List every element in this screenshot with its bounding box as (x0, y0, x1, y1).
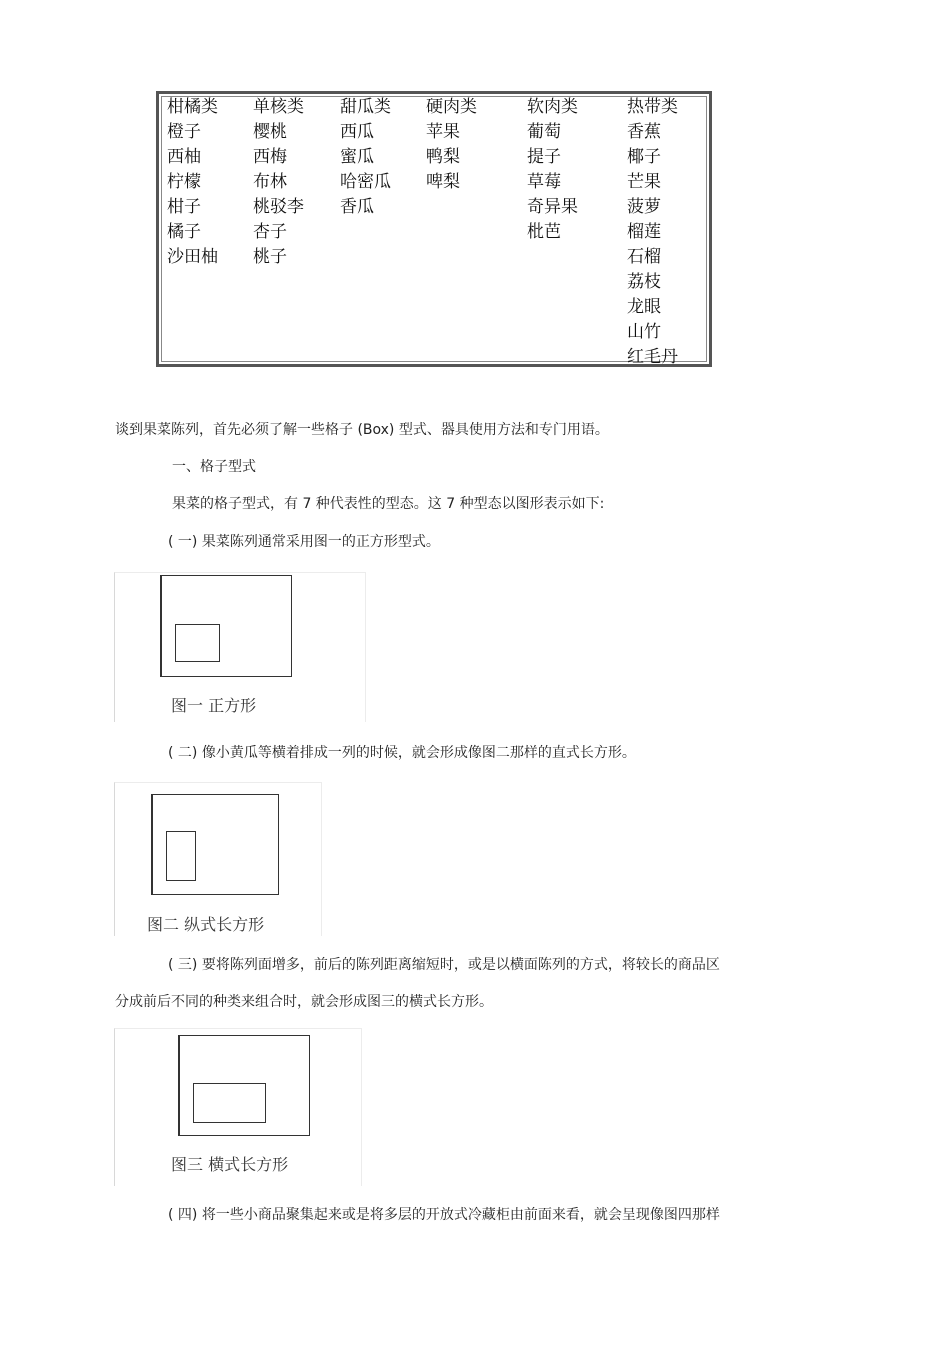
table-cell: 榴莲 (627, 222, 661, 242)
table-cell: 啤梨 (426, 172, 460, 192)
table-column-hard-flesh (426, 95, 477, 195)
table-cell: 橙子 (167, 122, 201, 142)
table-cell: 山竹 (627, 322, 661, 342)
table-cell: 柑子 (167, 197, 201, 217)
figure-3-caption: 图三 横式长方形 (171, 1155, 289, 1174)
column-header: 软肉类 (527, 97, 578, 117)
table-cell: 枇芭 (527, 222, 561, 242)
table-column-melon (340, 95, 391, 220)
item-3-paragraph-line-2: 分成前后不同的种类来组合时，就会形成图三的横式长方形。 (115, 994, 493, 1010)
table-cell: 香瓜 (340, 197, 374, 217)
section-heading: 一、格子型式 (172, 459, 256, 475)
table-cell: 芒果 (627, 172, 661, 192)
table-cell: 鸭梨 (426, 147, 460, 167)
inner-horizontal-rectangle-shape (193, 1083, 266, 1123)
table-cell: 哈密瓜 (340, 172, 391, 192)
table-cell: 西瓜 (340, 122, 374, 142)
intro-paragraph: 谈到果菜陈列，首先必须了解一些格子 (Box) 型式、器具使用方法和专门用语。 (115, 422, 609, 438)
table-column-stone-fruit (253, 95, 304, 270)
figure-2-vertical-rectangle (114, 782, 322, 936)
item-2-paragraph: ( 二) 像小黄瓜等横着排成一列的时候，就会形成像图二那样的直式长方形。 (168, 745, 636, 761)
figure-2-caption: 图二 纵式长方形 (147, 915, 265, 934)
table-cell: 桃子 (253, 247, 287, 267)
table-cell: 菠萝 (627, 197, 661, 217)
column-header: 柑橘类 (167, 97, 218, 117)
table-cell: 桃驳李 (253, 197, 304, 217)
table-cell: 红毛丹 (627, 347, 678, 367)
table-cell: 苹果 (426, 122, 460, 142)
table-cell: 布林 (253, 172, 287, 192)
table-cell: 沙田柚 (167, 247, 218, 267)
table-column-soft-flesh (527, 95, 578, 245)
inner-square-shape (175, 624, 220, 662)
item-1-paragraph: ( 一) 果菜陈列通常采用图一的正方形型式。 (168, 534, 440, 550)
fruit-category-table (156, 91, 712, 367)
table-column-citrus (167, 95, 218, 270)
inner-vertical-rectangle-shape (166, 831, 196, 881)
table-cell: 西柚 (167, 147, 201, 167)
table-cell: 香蕉 (627, 122, 661, 142)
figure-1-square (114, 572, 366, 722)
table-column-tropical (627, 95, 678, 370)
table-cell: 荔枝 (627, 272, 661, 292)
table-cell: 龙眼 (627, 297, 661, 317)
table-cell: 奇异果 (527, 197, 578, 217)
table-cell: 柠檬 (167, 172, 201, 192)
table-cell: 草莓 (527, 172, 561, 192)
forms-summary-paragraph: 果菜的格子型式，有 7 种代表性的型态。这 7 种型态以图形表示如下: (172, 496, 605, 512)
table-cell: 橘子 (167, 222, 201, 242)
table-cell: 葡萄 (527, 122, 561, 142)
item-4-paragraph: ( 四) 将一些小商品聚集起来或是将多层的开放式冷藏柜由前面来看，就会呈现像图四那样 (168, 1207, 720, 1223)
figure-1-caption: 图一 正方形 (171, 696, 257, 715)
table-cell: 杏子 (253, 222, 287, 242)
table-cell: 樱桃 (253, 122, 287, 142)
column-header: 热带类 (627, 97, 678, 117)
item-3-paragraph-line-1: ( 三) 要将陈列面增多，前后的陈列距离缩短时，或是以横面陈列的方式，将较长的商品区 (168, 957, 720, 973)
table-cell: 西梅 (253, 147, 287, 167)
table-cell: 提子 (527, 147, 561, 167)
figure-3-horizontal-rectangle (114, 1028, 362, 1186)
column-header: 硬肉类 (426, 97, 477, 117)
table-cell: 石榴 (627, 247, 661, 267)
table-cell: 蜜瓜 (340, 147, 374, 167)
column-header: 单核类 (253, 97, 304, 117)
column-header: 甜瓜类 (340, 97, 391, 117)
table-cell: 椰子 (627, 147, 661, 167)
